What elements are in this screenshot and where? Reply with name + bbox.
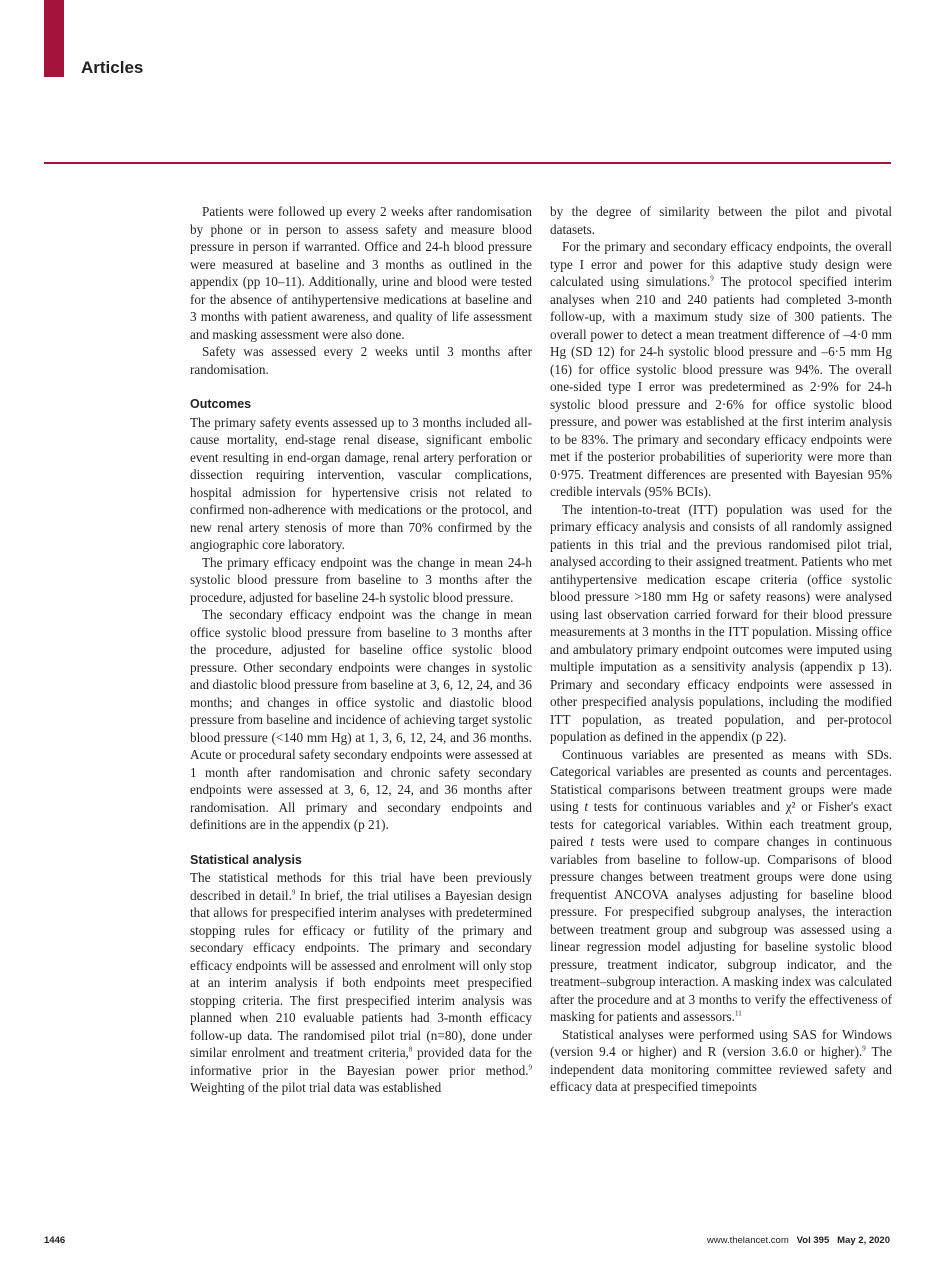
citation: 9 bbox=[862, 1044, 866, 1053]
left-column bbox=[190, 203, 532, 1097]
page-number: 1446 bbox=[44, 1235, 66, 1246]
italic-t: t bbox=[584, 799, 588, 814]
section-label: Articles bbox=[81, 58, 144, 77]
heading-statistical-analysis: Statistical analysis bbox=[190, 852, 302, 867]
text: Statistical analyses were performed using SAS for Windows (version 9.4 or higher) and R (version 3.6.0 or higher). bbox=[550, 1026, 892, 1059]
text: The independent data monitoring committee reviewed safety and efficacy data at prespecified timepoints bbox=[550, 1044, 892, 1094]
paragraph: Safety was assessed every 2 weeks until 3 months after randomisation. bbox=[190, 344, 532, 377]
paragraph: The secondary efficacy endpoint was the change in mean office systolic blood pressure from baseline to 3 months after the procedure, adjusted for baseline office systolic blood pressure. Other secondary endpoints were changes in systolic and diastolic blood pressure from baseline at 3, 6, 12, 24, and 36 months; and changes in office systolic and diastolic blood pressure from baseline and incidence of achieving target systolic blood pressure (<140 mm Hg) at 1, 3, 6, 12, 24, and 36 months. Acute or procedural safety secondary endpoints were assessed at 1 month after randomisation and chronic safety secondary endpoints were assessed at 3, 6, 12, 24, and 36 months after randomisation. All primary and secondary endpoints and definitions are in the appendix (p 21). bbox=[190, 607, 532, 832]
citation: 11 bbox=[734, 1009, 742, 1018]
text: Continuous variables are presented as means with SDs. Categorical variables are presented as counts and percentages. Statistical comparisons between treatment groups were made using bbox=[550, 746, 892, 814]
citation: 9 bbox=[528, 1063, 532, 1072]
paragraph: by the degree of similarity between the pilot and pivotal datasets. bbox=[550, 204, 892, 237]
paragraph bbox=[550, 238, 892, 501]
accent-bar bbox=[44, 0, 64, 77]
header-rule bbox=[44, 162, 891, 164]
text: In brief, the trial utilises a Bayesian design that allows for prespecified interim analyses with predetermined stopping rules for efficacy or futility of the primary and secondary efficacy endpoints. The primary and secondary efficacy endpoints will be assessed and enrolment will only stop at an interim analysis if both endpoints meet prespecified stopping criteria. The first prespecified interim analysis was planned when 210 evaluable patients had 3-month efficacy follow-up data. The randomised pilot trial (n=80), done under similar enrolment and treatment criteria, bbox=[190, 887, 533, 1060]
heading-outcomes: Outcomes bbox=[190, 397, 252, 411]
paragraph bbox=[190, 869, 532, 1097]
citation: 9 bbox=[291, 888, 296, 897]
journal-date: May 2, 2020 bbox=[837, 1235, 890, 1246]
paragraph bbox=[550, 746, 892, 1026]
paragraph bbox=[550, 1026, 892, 1096]
paragraph: The intention-to-treat (ITT) population was used for the primary efficacy analysis and consists of all randomly assigned patients in this trial and the previous randomised pilot trial, analysed according to their assigned treatment. Patients who met antihypertensive medication escape criteria (office systolic blood pressure >180 mm Hg or safety reasons) were analysed using last observation carried forward for their blood pressure measurements at 3 months in the ITT population. Missing office and ambulatory primary endpoint outcomes were imputed using multiple imputation as a sensitivity analysis (appendix p 13). Primary and secondary efficacy endpoints were assessed in other prespecified analysis populations, including the modified ITT population, as treated population, and per-protocol population as defined in the appendix (p 22). bbox=[550, 501, 892, 744]
journal-footer bbox=[707, 1235, 890, 1246]
citation: 8 bbox=[408, 1045, 413, 1054]
text: tests for continuous variables and χ² or Fisher's exact tests for categorical variables. Within each treatment group, paired bbox=[550, 799, 892, 849]
citation: 9 bbox=[710, 274, 714, 283]
italic-t: t bbox=[590, 834, 594, 849]
paragraph: Patients were followed up every 2 weeks after randomisation by phone or in person to assess safety and measure blood pressure in person if warranted. Office and 24-h blood pressure were measured at baseline and 3 months as outlined in the appendix (pp 10–11). Additionally, urine and blood were tested for the absence of antihypertensive medications at baseline and 3 months with patient awareness, and quality of life assessment and masking assessment were also done. bbox=[190, 204, 532, 342]
text: Weighting of the pilot trial data was established bbox=[190, 1080, 442, 1095]
journal-volume: Vol 395 bbox=[796, 1235, 830, 1246]
text: tests were used to compare changes in continuous variables from baseline to follow-up. Comparisons of blood pressure changes between treatment groups were done using frequentist ANCOVA analyses adjusting for baseline blood pressure. For prespecified subgroup analyses, the interaction between treatment group and subgroup was assessed using a linear regression model adjusting for baseline systolic blood pressure, treatment indicator, subgroup indicator, and the treatment–subgroup interaction. A masking index was calculated after the procedure and at 3 months to verify the effectiveness of masking for patients and assessors. bbox=[550, 834, 893, 1024]
text: provided data for the informative prior in the Bayesian power prior method. bbox=[190, 1045, 532, 1078]
journal-url: www.thelancet.com bbox=[706, 1235, 789, 1246]
paragraph: The primary efficacy endpoint was the change in mean 24-h systolic blood pressure from baseline to 3 months after the procedure, adjusted for baseline 24-h systolic blood pressure. bbox=[190, 554, 532, 605]
text: For the primary and secondary efficacy endpoints, the overall type I error and power for this adaptive study design were calculated using simulations. bbox=[550, 239, 892, 289]
paragraph: The primary safety events assessed up to 3 months included all-cause mortality, end-stage renal disease, significant embolic event resulting in end-organ damage, renal artery perforation or dissection requiring intervention, vascular complications, hospital admission for hypertensive crisis not related to confirmed non-adherence with medications or the protocol, and new renal artery stenosis of more than 70% confirmed by the angiographic core laboratory. bbox=[190, 414, 532, 552]
right-column bbox=[550, 203, 892, 1096]
text: The protocol specified interim analyses when 210 and 240 patients had completed 3-month follow-up, with a maximum study size of 300 patients. The overall power to detect a mean treatment difference of –4·0 mm Hg (SD 12) for 24-h systolic blood pressure and –6·5 mm Hg (16) for office systolic blood pressure was 94%. The overall one-sided type I error was predetermined as 2·9% for 24-h systolic blood pressure and 2·6% for office systolic blood pressure, and power was established at the first interim analysis to be 83%. The primary and secondary efficacy endpoints were met if the posterior probabilities of superiority were more than 0·975. Treatment differences are presented with Bayesian 95% credible intervals (95% BCIs). bbox=[550, 274, 892, 499]
text: The statistical methods for this trial have been previously described in detail. bbox=[190, 870, 532, 903]
